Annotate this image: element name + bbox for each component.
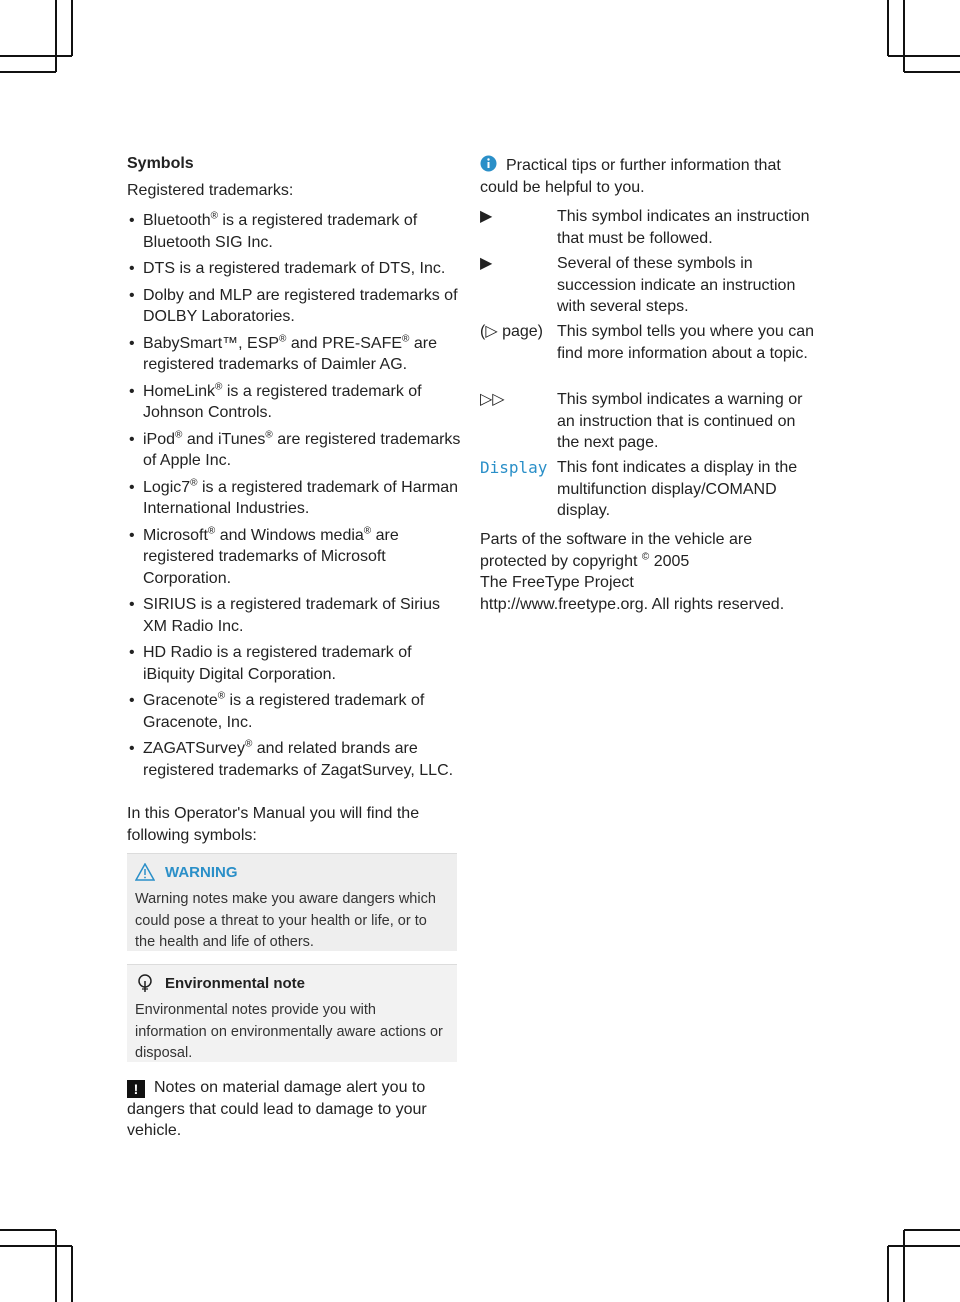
warning-box bbox=[127, 853, 457, 951]
crop-mark bbox=[887, 1246, 889, 1302]
list-item: • Logic7® is a registered trademark of Harman International Industries. bbox=[129, 477, 459, 517]
crop-mark bbox=[888, 1245, 960, 1247]
environmental-box bbox=[127, 964, 457, 1062]
symbol-description: This symbol indicates a warning or an instruction that is continued on the next page. bbox=[557, 391, 803, 451]
list-item: • HomeLink® is a registered trademark of Johnson Controls. bbox=[129, 381, 422, 421]
crop-mark bbox=[71, 0, 73, 56]
crop-mark bbox=[55, 1230, 57, 1302]
symbol-row bbox=[480, 457, 820, 523]
symbol-row bbox=[480, 206, 820, 251]
crop-mark bbox=[0, 1229, 56, 1231]
list-item: • Bluetooth® is a registered trademark of Bluetooth SIG Inc. bbox=[129, 210, 418, 251]
list-item: • iPod® and iTunes® are registered trademarks of Apple Inc. bbox=[129, 429, 461, 469]
list-item: • BabySmart™, ESP® and PRE-SAFE® are registered trademarks of Daimler AG. bbox=[129, 333, 437, 373]
display-font-sample: Display bbox=[480, 458, 548, 477]
symbol-row bbox=[480, 389, 820, 455]
crop-mark bbox=[903, 0, 905, 72]
crop-mark bbox=[0, 1245, 72, 1247]
page-reference-symbol: (▷ page) bbox=[480, 323, 543, 340]
arrow-icon: ▶ bbox=[480, 255, 493, 272]
list-item: • HD Radio is a registered trademark of iBiquity Digital Corporation. bbox=[129, 644, 412, 683]
environmental-text: Environmental notes provide you with information on environmentally aware actions or disposal. bbox=[135, 1002, 443, 1061]
list-item: • Gracenote® is a registered trademark of Gracenote, Inc. bbox=[129, 690, 425, 731]
warning-triangle-icon bbox=[135, 863, 155, 881]
symbol-description: This font indicates a display in the multifunction display/COMAND display. bbox=[557, 459, 798, 519]
list-item: • SIRIUS is a registered trademark of Sirius XM Radio Inc. bbox=[129, 596, 440, 635]
crop-mark bbox=[904, 71, 960, 73]
crop-mark bbox=[904, 1229, 960, 1231]
symbol-description: This symbol tells you where you can find more information about a topic. bbox=[557, 323, 814, 362]
copyright-note: Parts of the software in the vehicle are protected by copyright © 2005 The FreeType Project http://www.freetype.org. All rights reserved. bbox=[480, 531, 785, 613]
arrow-icon: ▶ bbox=[480, 208, 493, 225]
trademark-list bbox=[127, 210, 462, 786]
symbol-row bbox=[480, 253, 820, 319]
crop-mark bbox=[0, 71, 56, 73]
info-icon bbox=[480, 155, 497, 172]
crop-mark bbox=[888, 55, 960, 57]
symbols-intro: In this Operator's Manual you will find the following symbols: bbox=[127, 805, 420, 844]
crop-mark bbox=[887, 0, 889, 56]
crop-mark bbox=[71, 1246, 73, 1302]
symbol-description: Several of these symbols in succession indicate an instruction with several steps. bbox=[557, 255, 796, 315]
symbol-row bbox=[480, 321, 820, 387]
environmental-title: Environmental note bbox=[135, 971, 449, 995]
tip-note: Practical tips or further information that could be helpful to you. bbox=[480, 157, 781, 196]
continued-icon: ▷▷ bbox=[480, 391, 505, 408]
intro-text: Registered trademarks: bbox=[127, 182, 294, 199]
crop-mark bbox=[0, 55, 72, 57]
exclamation-icon: ! bbox=[127, 1080, 145, 1098]
symbol-description: This symbol indicates an instruction that must be followed. bbox=[557, 208, 810, 247]
section-heading: Symbols bbox=[127, 155, 194, 172]
list-item: • Dolby and MLP are registered trademarks of DOLBY Laboratories. bbox=[129, 286, 458, 325]
crop-mark bbox=[903, 1230, 905, 1302]
warning-title: WARNING bbox=[135, 860, 449, 884]
crop-mark bbox=[55, 0, 57, 72]
list-item: • ZAGATSurvey® and related brands are registered trademarks of ZagatSurvey, LLC. bbox=[129, 738, 454, 779]
material-damage-note: ! Notes on material damage alert you to dangers that could lead to damage to your vehicle. bbox=[127, 1079, 427, 1139]
lightbulb-icon bbox=[135, 973, 155, 993]
list-item: • DTS is a registered trademark of DTS, Inc. bbox=[129, 260, 446, 277]
list-item: • Microsoft® and Windows media® are registered trademarks of Microsoft Corporation. bbox=[129, 525, 399, 587]
warning-text: Warning notes make you aware dangers which could pose a threat to your health or life, or to the health and life of others. bbox=[135, 891, 436, 950]
